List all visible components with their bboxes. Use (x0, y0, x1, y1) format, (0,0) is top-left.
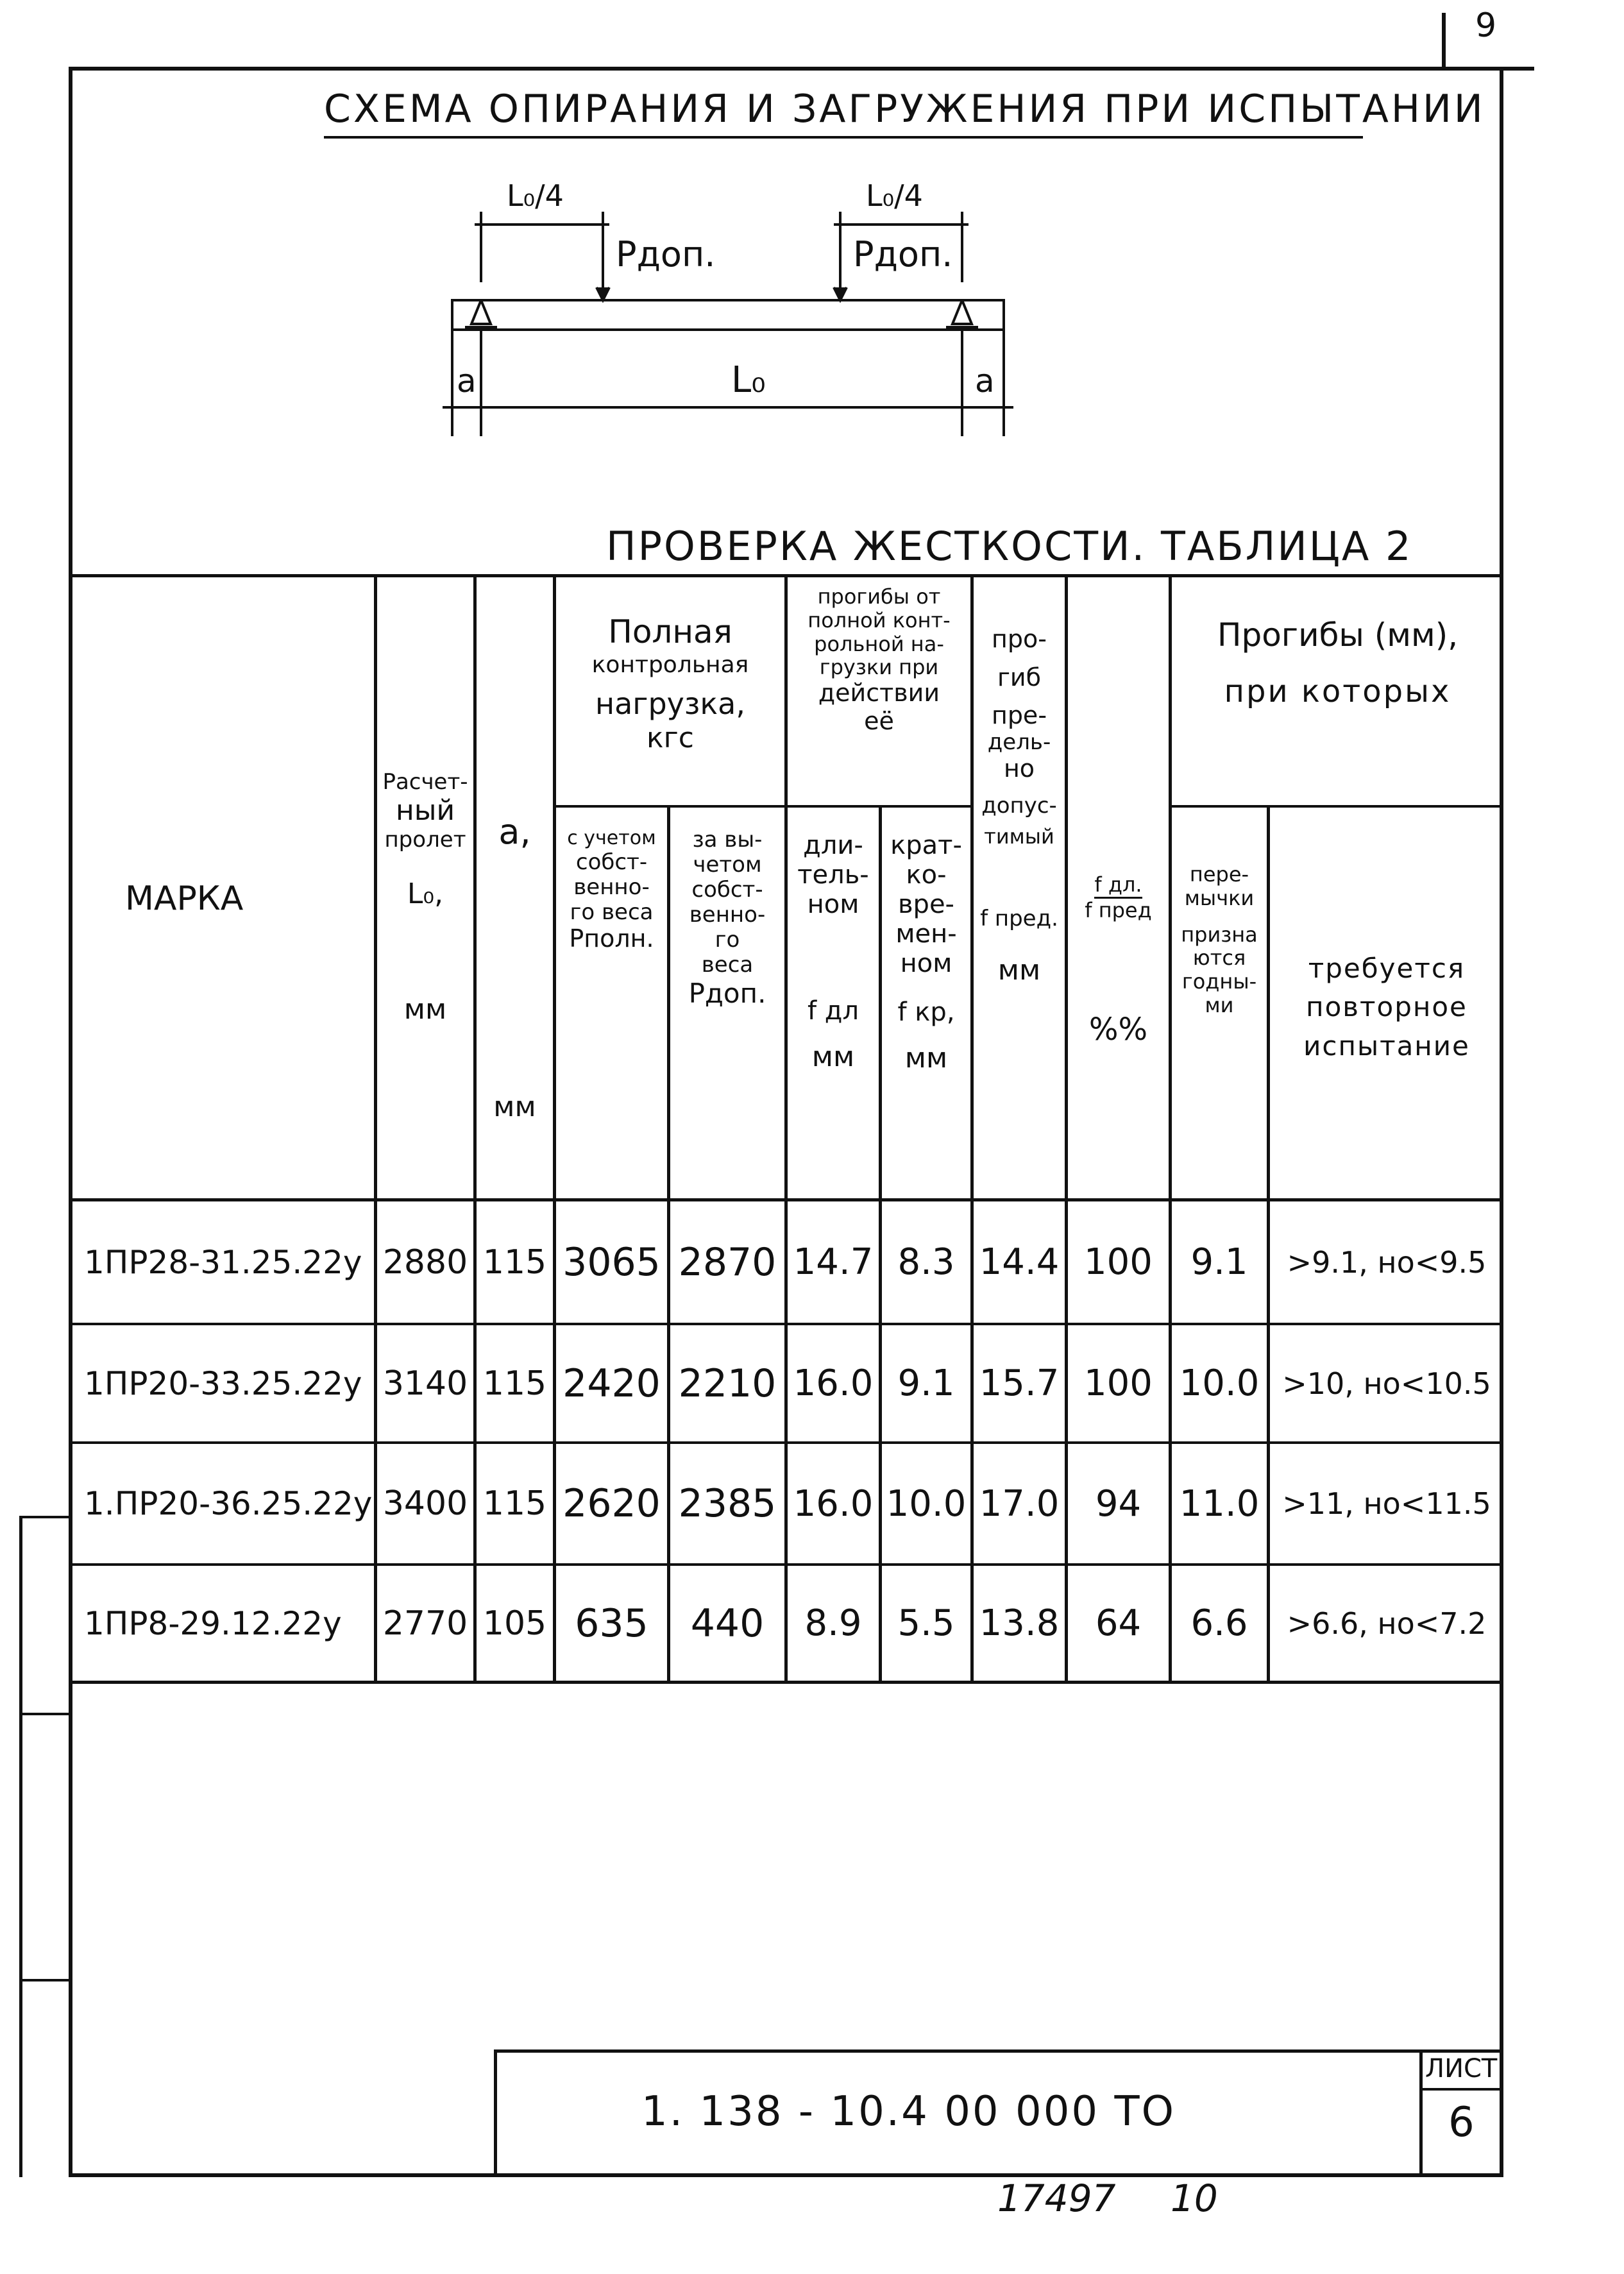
header-dp-l7: тимый (984, 824, 1054, 849)
header-ok-l5: годны- (1181, 969, 1257, 994)
header-span-l4: L₀, (407, 877, 444, 910)
header-ratio-unit: %% (1088, 1011, 1148, 1048)
stamp-sheet-hline (1419, 2088, 1503, 2091)
header-result-l1: Прогибы (мм), (1217, 616, 1459, 654)
header-defl-l6: её (864, 706, 894, 735)
header-load-without-own (670, 827, 784, 1009)
header-dl-l2: тель- (797, 860, 869, 890)
header-ds-l5: ном (900, 949, 952, 978)
header-defl-l2: полной конт- (808, 607, 951, 632)
beam-diagram (410, 173, 1039, 449)
header-defl-group (788, 585, 970, 736)
dim-quarter-left: L₀/4 (507, 178, 564, 213)
header-ok-l6: ми (1205, 992, 1234, 1017)
table-row-1-ratio: 100 (1084, 1241, 1153, 1283)
dim-quarter-right: L₀/4 (866, 178, 923, 213)
table-row-3-p-full: 2620 (562, 1481, 661, 1526)
table-row-2-f-pred: 15.7 (979, 1362, 1060, 1404)
scheme-title-underline (324, 136, 1363, 139)
table-row-1-f-dl: 14.7 (793, 1241, 874, 1283)
table-row-1-f-pred: 14.4 (979, 1241, 1060, 1283)
header-dl-l5: мм (811, 1040, 855, 1073)
header-retest-l1: требуется (1308, 953, 1466, 984)
header-lwo-l2: собст- (575, 849, 648, 875)
table-row-1-f-kr: 8.3 (897, 1241, 955, 1283)
header-dp-l6: допус- (981, 792, 1057, 819)
table-row-3-a: 115 (482, 1484, 547, 1523)
dim-support-left: a (457, 362, 477, 400)
table-row-3-f-dl: 16.0 (793, 1482, 874, 1525)
header-marka: МАРКА (125, 879, 244, 918)
footer-inv-no: 17497 (997, 2176, 1116, 2220)
margin-strip-h1 (19, 1516, 71, 1518)
dim-support-right: a (975, 362, 995, 400)
table-row-3-f-pred: 17.0 (979, 1482, 1060, 1525)
header-dp-l3: пре- (991, 701, 1047, 730)
header-defl-short (882, 831, 970, 1075)
table-row-2-retest: >10, но<10.5 (1282, 1366, 1491, 1401)
table-row-2-f-kr: 9.1 (897, 1362, 955, 1404)
dim-span: L₀ (731, 359, 766, 401)
header-span-l1: Расчет- (382, 769, 468, 795)
corner-tick (1442, 13, 1446, 69)
header-dp-l8: f пред. (980, 905, 1058, 931)
table-row-3-p-dop: 2385 (678, 1481, 777, 1526)
header-lwo-l1: с учетом (567, 827, 656, 849)
header-lwo-l3: венно- (573, 874, 650, 900)
header-lwt-l4: венно- (689, 902, 766, 928)
header-ds-l2: ко- (906, 860, 947, 890)
header-lwo-l4: го веса (570, 899, 654, 925)
table-row-1-span: 2880 (382, 1243, 468, 1282)
header-ok-l3: призна (1181, 922, 1258, 947)
header-dp-l5: но (1003, 754, 1035, 783)
header-load-l3: нагрузка, (595, 686, 745, 722)
table-row-4-f-kr: 5.5 (897, 1602, 955, 1644)
table-row-2-p-full: 2420 (562, 1361, 661, 1406)
header-ds-l7: мм (904, 1042, 948, 1074)
scheme-title: СХЕМА ОПИРАНИЯ И ЗАГРУЖЕНИЯ ПРИ ИСПЫТАНИИ (324, 87, 1485, 132)
table-row-4-p-dop: 440 (690, 1600, 765, 1646)
header-result-l2: при которых (1224, 674, 1451, 709)
table-row-4-ok: 6.6 (1190, 1602, 1248, 1644)
table-row-2-marka: 1ПР20-33.25.22у (84, 1364, 362, 1402)
table-row-2-ratio: 100 (1084, 1362, 1153, 1404)
table-row-2-p-dop: 2210 (678, 1361, 777, 1406)
header-defl-l3: рольной на- (814, 631, 944, 656)
table-row-1-p-full: 3065 (562, 1239, 661, 1285)
header-dp-l9: мм (997, 953, 1041, 987)
header-lwt-l2: четом (693, 852, 762, 878)
table-row-1-p-dop: 2870 (678, 1239, 777, 1285)
header-ds-l6: f кр, (897, 997, 955, 1027)
margin-strip-h3 (19, 1979, 71, 1981)
header-ratio (1068, 872, 1169, 1048)
header-defl-limit (974, 625, 1065, 987)
header-load-with-own (556, 827, 667, 953)
header-dl-l3: ном (807, 890, 859, 919)
header-defl-l1: прогибы от (817, 584, 941, 609)
header-ratio-num: f дл. (1094, 873, 1142, 899)
subheader-line-load (555, 805, 786, 808)
stamp-sheet-label: ЛИСТ (1425, 2054, 1498, 2083)
table-row-4-retest: >6.6, но<7.2 (1287, 1606, 1487, 1641)
header-lwt-l7: Pдоп. (688, 977, 766, 1009)
table-row-4-p-full: 635 (575, 1600, 648, 1646)
table-row-1-ok: 9.1 (1190, 1241, 1248, 1283)
margin-strip-h2 (19, 1713, 71, 1715)
stamp-doc-code: 1. 138 - 10.4 00 000 ТО (641, 2088, 1176, 2135)
frame-top-border (69, 67, 1534, 71)
header-ok-l4: ются (1192, 946, 1246, 971)
table-row-3-span: 3400 (382, 1484, 468, 1523)
header-ds-l4: мен- (895, 919, 957, 949)
header-ds-l1: крат- (890, 831, 962, 860)
table-row-4-span: 2770 (382, 1604, 468, 1643)
table-caption: ПРОВЕРКА ЖЕСТКОСТИ. ТАБЛИЦА 2 (606, 523, 1413, 570)
header-lwt-l1: за вы- (692, 827, 763, 853)
header-defl-l5: действии (818, 679, 940, 708)
header-defl-long (788, 831, 879, 1074)
table-row-4-f-pred: 13.8 (979, 1602, 1060, 1644)
header-load-group (556, 613, 784, 756)
header-a-l1: a, (498, 811, 531, 852)
header-retest-l2: повторное (1306, 991, 1468, 1023)
header-lwt-l5: го (715, 927, 740, 953)
header-lwo-l5: Pполн. (569, 924, 654, 953)
header-dp-l1: про- (992, 625, 1047, 653)
header-span (377, 770, 473, 1026)
header-span-l3: пролет (384, 826, 466, 853)
table-row-1-a: 115 (482, 1243, 547, 1282)
header-a-l2: мм (493, 1090, 536, 1123)
table-row-3-f-kr: 10.0 (886, 1482, 967, 1525)
table-row-4-a: 105 (482, 1604, 547, 1643)
table-row-3-marka: 1.ПР20-36.25.22у (84, 1485, 373, 1522)
load-label-right: Pдоп. (853, 234, 953, 275)
table-row-1-retest: >9.1, но<9.5 (1287, 1244, 1487, 1280)
header-load-l1: Полная (608, 613, 732, 650)
header-dp-l4: дель- (987, 729, 1051, 756)
header-dp-l2: гиб (997, 663, 1042, 692)
header-load-l4: кгс (647, 722, 694, 755)
header-ds-l3: вре- (897, 890, 954, 919)
load-label-left: Pдоп. (616, 234, 716, 275)
frame-bottom-border (69, 2173, 1503, 2177)
header-ok-l1: пере- (1189, 862, 1249, 887)
table-row-1-marka: 1ПР28-31.25.22у (84, 1243, 362, 1281)
header-load-l2: контрольная (591, 652, 749, 678)
header-result-group (1172, 616, 1503, 711)
header-defl-l4: грузки при (819, 655, 939, 680)
header-lwt-l6: веса (701, 952, 754, 978)
table-row-2-a: 115 (482, 1364, 547, 1403)
frame-right-border (1500, 67, 1503, 2177)
table-row-3-retest: >11, но<11.5 (1282, 1486, 1491, 1521)
margin-strip-vertical (19, 1516, 22, 2177)
table-row-4-ratio: 64 (1095, 1602, 1142, 1644)
header-ok-l2: мычки (1184, 885, 1255, 910)
table-row-3-ok: 11.0 (1179, 1482, 1260, 1525)
footer-copy-no: 10 (1171, 2176, 1218, 2220)
header-span-l2: ный (395, 794, 455, 827)
stamp-left-line (494, 2049, 497, 2177)
table-row-2-span: 3140 (382, 1364, 468, 1403)
table-row-2-ok: 10.0 (1179, 1362, 1260, 1404)
table-row-4-f-dl: 8.9 (804, 1602, 862, 1644)
header-result-ok (1172, 863, 1267, 1017)
header-dl-l4: f дл (807, 996, 859, 1026)
header-result-retest (1270, 953, 1503, 1062)
header-a (477, 811, 553, 1124)
stamp-sheet-vline (1419, 2049, 1423, 2177)
header-span-l5: мм (403, 993, 447, 1026)
subheader-line-result (1171, 805, 1503, 808)
stamp-top-line (494, 2049, 1503, 2053)
table-row-4-marka: 1ПР8-29.12.22у (84, 1604, 342, 1642)
sheet-number-top: 9 (1475, 6, 1497, 45)
table-row-2-f-dl: 16.0 (793, 1362, 874, 1404)
frame-left-border (69, 67, 72, 2177)
table-row-3-ratio: 94 (1095, 1482, 1142, 1525)
header-ratio-den: f пред (1085, 897, 1152, 922)
stamp-sheet-no: 6 (1448, 2099, 1475, 2146)
header-lwt-l3: собст- (691, 877, 763, 903)
header-dl-l1: дли- (803, 831, 863, 860)
header-retest-l3: испытание (1303, 1030, 1470, 1062)
